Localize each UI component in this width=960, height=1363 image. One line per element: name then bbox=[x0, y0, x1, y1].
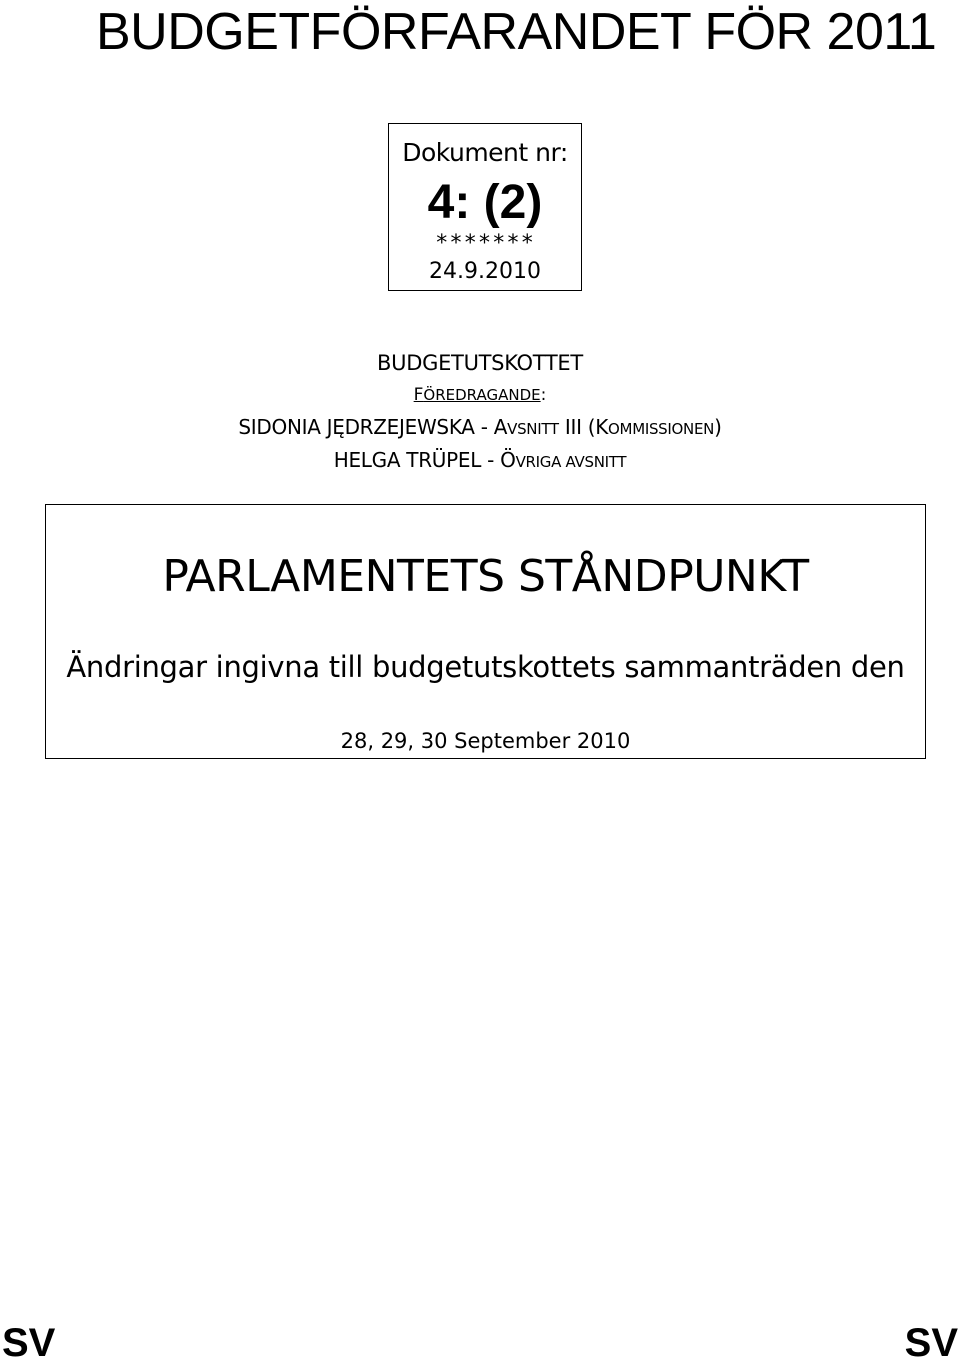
committee-name: BUDGETUTSKOTTET bbox=[377, 351, 583, 375]
document-number: 4: (2) bbox=[427, 176, 543, 229]
section-mid: III (K bbox=[558, 415, 609, 439]
document-title: BUDGETFÖRFARANDET FÖR 2011 bbox=[96, 3, 937, 61]
rapporteur-label-rest: ÖREDRAGANDE bbox=[423, 386, 541, 404]
document-date: 24.9.2010 bbox=[429, 259, 541, 284]
section-rest-2: OMMISSIONEN bbox=[608, 420, 715, 438]
position-subtitle: Ändringar ingivna till budgetutskottets sammanträden den bbox=[66, 650, 905, 684]
position-dates: 28, 29, 30 September 2010 bbox=[340, 729, 631, 753]
document-stars: ******* bbox=[435, 231, 535, 256]
rapporteur-separator: - bbox=[481, 448, 501, 472]
section-initial: Ö bbox=[500, 448, 516, 472]
rapporteur-label bbox=[0, 383, 960, 407]
rapporteur-label-initial: F bbox=[413, 385, 424, 405]
section-rest: VRIGA AVSNITT bbox=[515, 453, 627, 471]
position-box bbox=[45, 504, 926, 759]
rapporteur-name: HELGA TRÜPEL bbox=[333, 448, 482, 472]
rapporteur-label-colon: : bbox=[540, 385, 547, 405]
section-end: ) bbox=[714, 415, 722, 439]
section-rest: VSNITT bbox=[507, 420, 559, 438]
language-code-right: SV bbox=[904, 1321, 958, 1363]
section-initial: A bbox=[493, 415, 508, 439]
document-number-box bbox=[388, 123, 582, 291]
rapporteur-line-2 bbox=[0, 447, 960, 475]
rapporteur-line-1 bbox=[0, 414, 960, 442]
position-title: PARLAMENTETS STÅNDPUNKT bbox=[162, 551, 809, 602]
document-number-label: Dokument nr: bbox=[402, 138, 568, 167]
rapporteur-separator: - bbox=[474, 415, 494, 439]
rapporteur-name: SIDONIA JĘDRZEJEWSKA bbox=[238, 415, 475, 439]
language-code-left: SV bbox=[2, 1321, 56, 1363]
